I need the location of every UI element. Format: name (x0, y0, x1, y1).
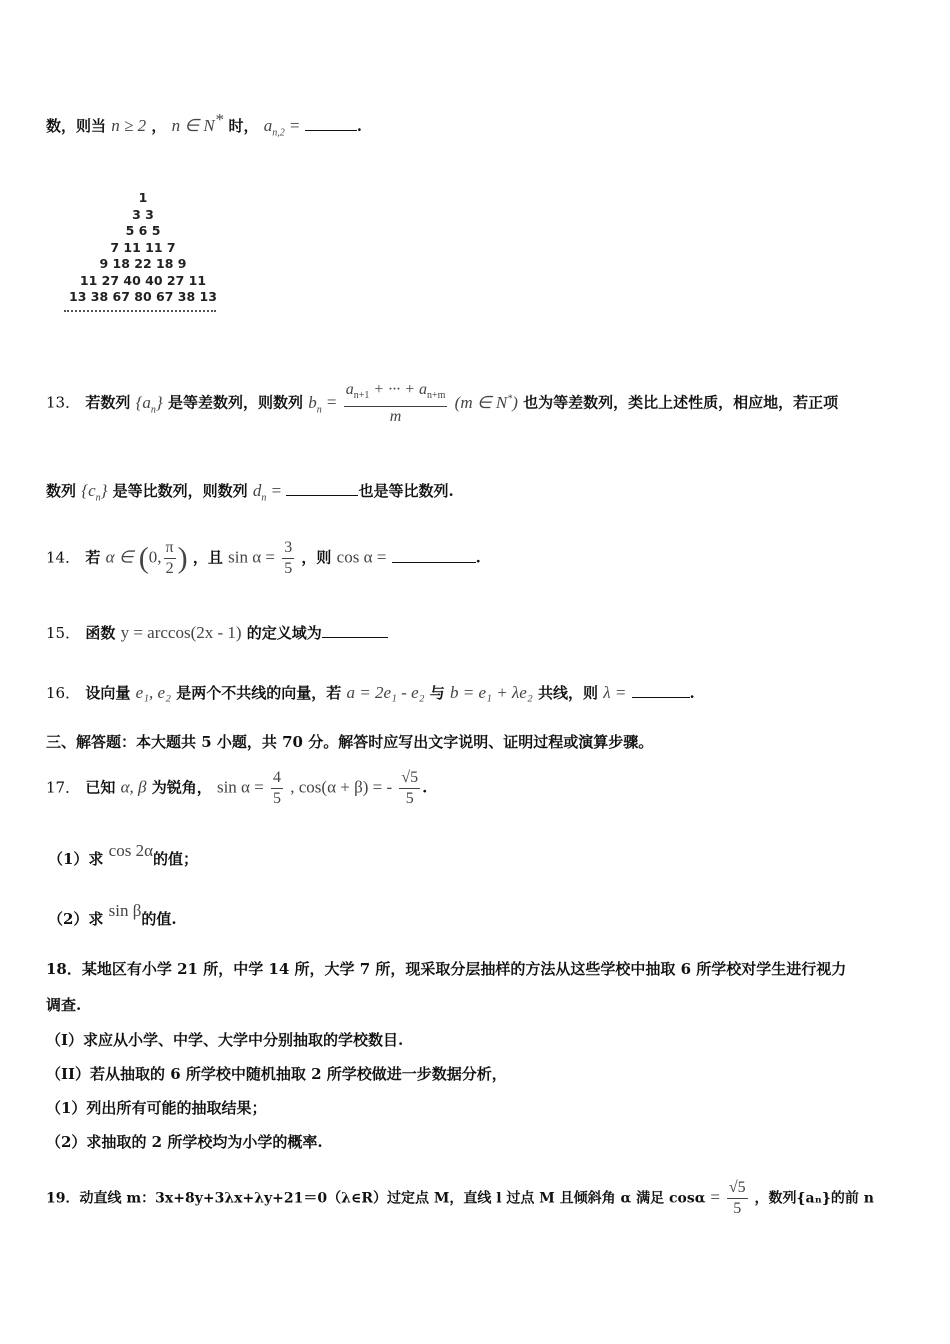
q13-text: 若数列 (85, 393, 131, 412)
vector-a-expression: a = 2e₁ - e₂ (346, 683, 425, 702)
seq-a-n: $\{a_n\}$ (135, 392, 163, 415)
q17-text-2: 为锐角， (151, 778, 212, 797)
answer-blank-intro[interactable] (305, 129, 357, 131)
number-triangle (58, 190, 228, 312)
question-16 (46, 682, 695, 703)
part-end: 的值. (141, 910, 177, 928)
q19-text: 19．动直线 m：3x+8y+3λx+λy+21＝0（λ∈R）过定点 M，直线 l 过点 M 且倾斜角 α 满足 cosα (46, 1190, 706, 1207)
question-17 (46, 768, 427, 809)
question-15 (46, 622, 388, 643)
answer-blank-15[interactable] (322, 636, 388, 638)
q15-text: 函数 (85, 624, 116, 642)
q16-text-2: 是两个不共线的向量，若 (176, 684, 342, 702)
cos-alpha-beta: , cos(α + β) = - (290, 777, 393, 797)
question-17-part-1 (48, 841, 199, 869)
sin-beta: sin β (108, 901, 142, 920)
q18-text: 18．某地区有小学 21 所，中学 14 所，大学 7 所，现采取分层抽样的方法从这些学校中抽取 6 所学校对学生进行视力 (46, 960, 847, 978)
q18-part-I-text: （I）求应从小学、中学、大学中分别抽取的学校数目. (46, 1031, 404, 1049)
fraction-pi-2: $\frac{\pi}{2}$ (165, 539, 174, 577)
question-17-part-2 (48, 901, 177, 929)
part-label: （1）求 (48, 850, 104, 868)
q13-text-6: 也是等比数列. (358, 482, 454, 500)
section-3-heading (46, 731, 653, 752)
q14-text-2: ，且 (192, 548, 223, 567)
q15-text-2: 的定义域为 (246, 624, 322, 642)
fraction-sqrt5-5: $\frac{√5}{5}$ (728, 1179, 746, 1217)
q17-text: 已知 (85, 778, 116, 797)
math-n-in-N: n ∈ N (171, 116, 215, 135)
answer-blank-14[interactable] (392, 561, 476, 563)
equals: = (710, 1187, 721, 1207)
question-13-line-2 (46, 480, 454, 503)
paren-close: ) (177, 541, 188, 575)
alpha-in: α ∈ (105, 547, 134, 567)
q16-text-4: 共线，则 (537, 684, 598, 702)
question-14 (46, 538, 481, 579)
triangle-row: 1 (138, 190, 148, 205)
fraction-sum: $\frac{a_{n+1} + \cdot\cdot\cdot + a_{n+m}}{m}$ (345, 381, 446, 426)
triangle-row: 7 11 11 7 (110, 239, 176, 255)
b-n: $b_n$ (308, 392, 322, 415)
vectors-e1-e2: e₁, e₂ (135, 683, 171, 702)
triangle-row: 3 3 (132, 206, 154, 222)
triangle-row: 13 38 67 80 67 38 13 (69, 289, 217, 304)
cos-alpha: cos α = (336, 547, 387, 567)
q13-text-5: 是等比数列，则数列 (112, 482, 248, 500)
period: . (689, 684, 695, 702)
intro-line (46, 110, 362, 138)
alpha-beta: α, β (120, 777, 147, 797)
q18-part-II-text: （II）若从抽取的 6 所学校中随机抽取 2 所学校做进一步数据分析， (46, 1065, 507, 1083)
equals: = (271, 481, 282, 500)
separator: ， (151, 117, 167, 135)
sin-alpha: sin α = (228, 547, 275, 567)
section-3-text: 三、解答题：本大题共 5 小题，共 70 分。解答时应写出文字说明、证明过程或演算步骤。 (46, 733, 654, 751)
superscript: * (214, 110, 224, 129)
question-18-part-II (46, 1063, 507, 1084)
fraction-sqrt5-5: $\frac{√5}{5}$ (401, 769, 419, 807)
lambda: λ = (603, 683, 627, 702)
q14-text-3: ，则 (301, 548, 332, 567)
sin-alpha: sin α = (216, 777, 264, 797)
arccos-expression: y = arccos(2x - 1) (120, 623, 242, 642)
equals: = (326, 392, 337, 412)
math-n-ge-2: n ≥ 2 (111, 116, 147, 135)
continuation-dots (64, 310, 216, 312)
interval-start: 0, (148, 547, 162, 567)
question-number: 15． (46, 624, 81, 642)
period: . (356, 117, 363, 135)
triangle-row: 5 6 5 (125, 223, 161, 238)
question-13-line-1 (46, 380, 838, 427)
answer-blank-13[interactable] (286, 494, 358, 496)
question-number: 14． (46, 548, 81, 567)
part-label: （2）求 (48, 910, 104, 928)
q19-text-2: ，数列{aₙ}的前 n (754, 1190, 874, 1207)
seq-c-n: $\{c_n\}$ (81, 481, 108, 504)
vector-b-expression: b = e₁ + λe₂ (450, 683, 533, 702)
period: . (422, 778, 428, 797)
q18-sub-1-text: （1）列出所有可能的抽取结果； (46, 1099, 267, 1117)
triangle-row: 11 27 40 40 27 11 (79, 272, 207, 288)
fraction-3-5: $\frac{3}{5}$ (284, 539, 293, 577)
question-18-line-1 (46, 958, 846, 979)
paren-open: ( (138, 541, 149, 575)
question-18-line-2 (46, 994, 81, 1015)
question-18-sub-2 (46, 1131, 323, 1152)
question-19 (46, 1178, 874, 1219)
math-a-n2: $a_{n,2}$ (263, 116, 285, 139)
intro-text-2: 时， (228, 117, 259, 135)
intro-text: 数，则当 (46, 117, 107, 135)
q13-text-3: 也为等差数列，类比上述性质，相应地，若正项 (523, 393, 839, 412)
q18-text-2: 调查. (46, 996, 82, 1014)
question-number: 13． (46, 393, 81, 412)
question-number: 16． (46, 684, 81, 702)
part-end: 的值； (153, 850, 199, 868)
condition-m-in-N: (m ∈ N*) (454, 392, 518, 412)
question-18-part-I (46, 1029, 403, 1050)
period: . (475, 548, 481, 567)
q13-text-4: 数列 (46, 482, 77, 500)
fraction-4-5: $\frac{4}{5}$ (273, 769, 282, 807)
cos-2alpha: cos 2α (108, 841, 153, 860)
q16-text: 设向量 (85, 684, 131, 702)
q14-text: 若 (85, 548, 101, 567)
equals: = (289, 116, 300, 135)
question-number: 17． (46, 778, 81, 797)
q18-sub-2-text: （2）求抽取的 2 所学校均为小学的概率. (46, 1133, 323, 1151)
q13-text-2: 是等差数列，则数列 (167, 393, 303, 412)
triangle-row: 9 18 22 18 9 (99, 256, 187, 271)
d-n: $d_n$ (252, 481, 267, 504)
q16-text-3: 与 (429, 684, 445, 702)
answer-blank-16[interactable] (632, 696, 690, 698)
question-18-sub-1 (46, 1097, 266, 1118)
